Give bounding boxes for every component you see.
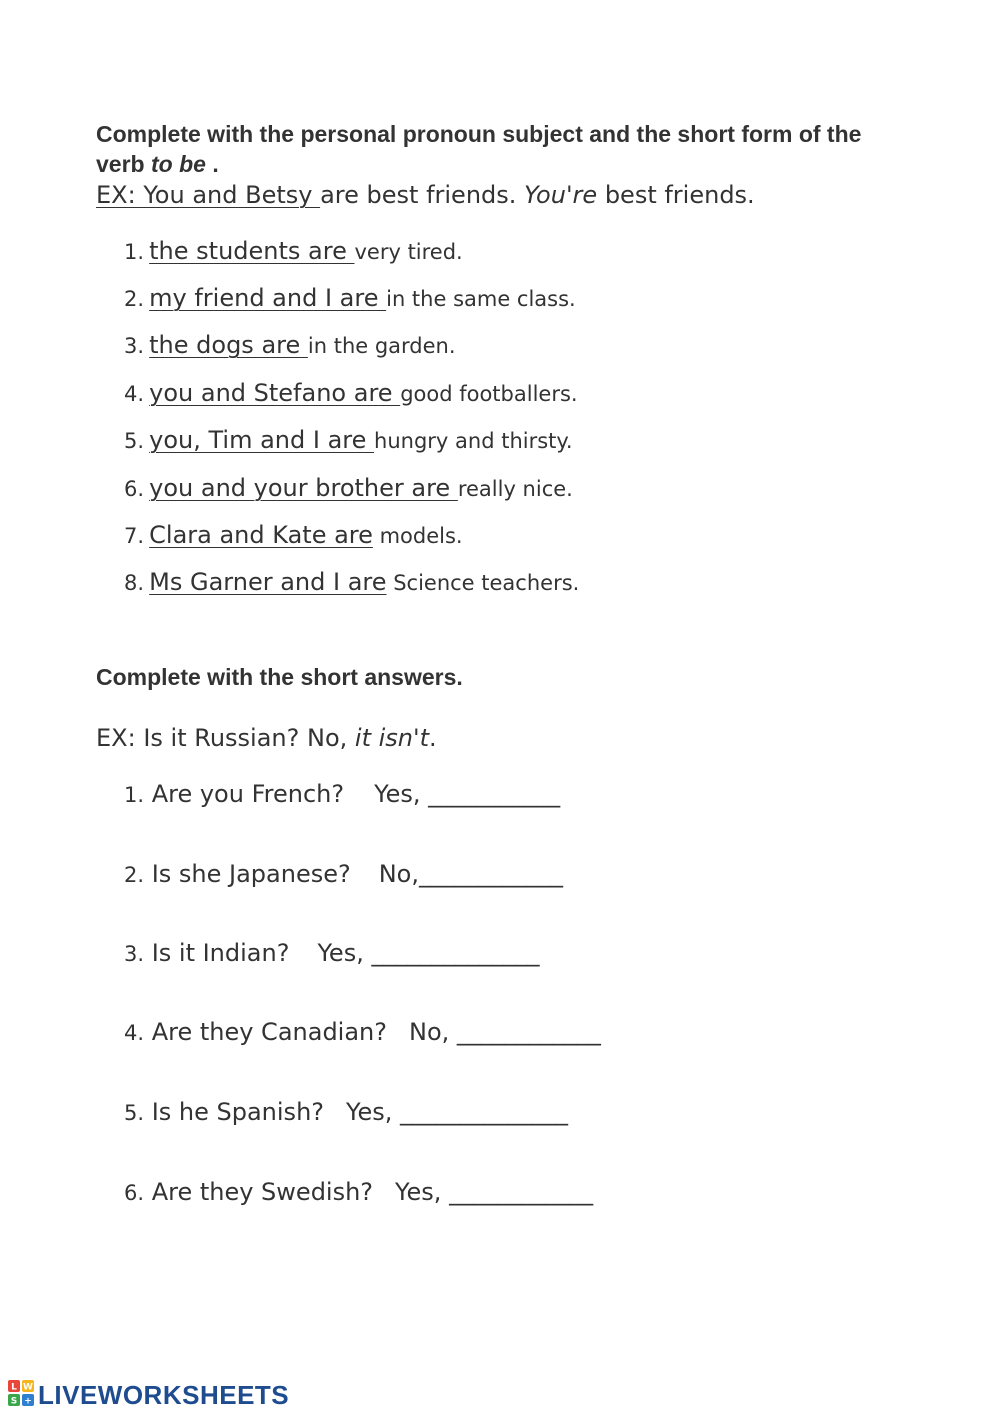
answer-blank[interactable]: the dogs are — [149, 331, 308, 359]
item-rest: good footballers. — [400, 382, 578, 406]
answer-start: Yes, — [317, 939, 364, 967]
item-number: 8. — [124, 571, 145, 595]
question-text: Is she Japanese? — [151, 860, 351, 888]
question-text: Are you French? — [151, 780, 345, 808]
answer-blank[interactable]: the students are — [149, 237, 355, 265]
example-text: EX: Is it Russian? No, — [96, 724, 355, 752]
exercise-item — [124, 328, 456, 362]
answer-blank[interactable]: ______________ — [400, 1098, 569, 1126]
example-italic: You're — [524, 181, 598, 209]
item-number: 3. — [124, 942, 145, 966]
answer-blank[interactable]: ______________ — [371, 939, 540, 967]
short-answer-item — [124, 776, 560, 812]
section1-heading — [96, 119, 916, 179]
item-rest: in the same class. — [386, 287, 576, 311]
section1-example — [96, 179, 755, 211]
answer-start: Yes, — [374, 780, 421, 808]
short-answer-item — [124, 935, 539, 971]
section2-example — [96, 722, 437, 754]
heading-text: Complete with the personal pronoun subject and the short form of the verb — [96, 121, 862, 177]
answer-start: No, — [378, 860, 419, 888]
item-number: 4. — [124, 382, 145, 406]
example-italic: it isn't — [354, 724, 430, 752]
item-number: 2. — [124, 863, 145, 887]
answer-blank[interactable]: ____________ — [456, 1018, 601, 1046]
item-number: 5. — [124, 429, 145, 453]
heading-end: . — [205, 151, 219, 177]
logo-text: LIVEWORKSHEETS — [38, 1379, 290, 1410]
liveworksheets-logo-icon — [8, 1380, 34, 1411]
example-middle: are best friends. — [320, 181, 525, 209]
item-rest: in the garden. — [307, 334, 456, 358]
answer-blank[interactable]: ____________ — [418, 860, 563, 888]
example-underlined: EX: You and Betsy — [96, 181, 321, 209]
item-rest: really nice. — [457, 477, 573, 501]
answer-start: Yes, — [346, 1098, 393, 1126]
question-text: Is it Indian? — [151, 939, 290, 967]
svg-text:W: W — [23, 1382, 33, 1392]
svg-text:L: L — [11, 1382, 17, 1392]
answer-start: No, — [409, 1018, 450, 1046]
answer-blank[interactable]: Clara and Kate are — [149, 521, 373, 549]
item-number: 1. — [124, 783, 145, 807]
question-text: Are they Swedish? — [151, 1178, 374, 1206]
item-number: 6. — [124, 477, 145, 501]
item-rest: very tired. — [354, 240, 463, 264]
item-number: 2. — [124, 287, 145, 311]
answer-blank[interactable]: you and Stefano are — [149, 379, 401, 407]
answer-blank[interactable]: you and your brother are — [149, 474, 458, 502]
exercise-item — [124, 376, 578, 410]
short-answer-item — [124, 1174, 593, 1210]
exercise-item — [124, 518, 463, 552]
item-number: 1. — [124, 240, 145, 264]
answer-blank[interactable]: ___________ — [428, 780, 561, 808]
example-end: best friends. — [597, 181, 755, 209]
svg-text:S: S — [10, 1396, 18, 1406]
svg-text:+: + — [24, 1396, 32, 1406]
answer-blank[interactable]: ____________ — [449, 1178, 594, 1206]
exercise-item — [124, 565, 579, 599]
item-number: 5. — [124, 1101, 145, 1125]
item-number: 4. — [124, 1021, 145, 1045]
question-text: Are they Canadian? — [151, 1018, 387, 1046]
item-rest: Science teachers. — [386, 571, 580, 595]
footer-logo[interactable] — [8, 1378, 289, 1412]
answer-blank[interactable]: my friend and I are — [149, 284, 387, 312]
example-end: . — [429, 724, 437, 752]
item-number: 6. — [124, 1181, 145, 1205]
item-rest: models. — [372, 524, 463, 548]
short-answer-item — [124, 1094, 568, 1130]
short-answer-item — [124, 1014, 601, 1050]
exercise-item — [124, 234, 463, 268]
question-text: Is he Spanish? — [151, 1098, 325, 1126]
exercise-item — [124, 281, 576, 315]
exercise-item — [124, 471, 573, 505]
exercise-item — [124, 423, 573, 457]
section2-heading: Complete with the short answers. — [96, 664, 463, 690]
item-rest: hungry and thirsty. — [374, 429, 573, 453]
answer-blank[interactable]: you, Tim and I are — [149, 426, 375, 454]
short-answer-item — [124, 856, 563, 892]
item-number: 7. — [124, 524, 145, 548]
answer-blank[interactable]: Ms Garner and I are — [149, 568, 387, 596]
item-number: 3. — [124, 334, 145, 358]
heading-italic: to be — [150, 151, 206, 177]
answer-start: Yes, — [395, 1178, 442, 1206]
